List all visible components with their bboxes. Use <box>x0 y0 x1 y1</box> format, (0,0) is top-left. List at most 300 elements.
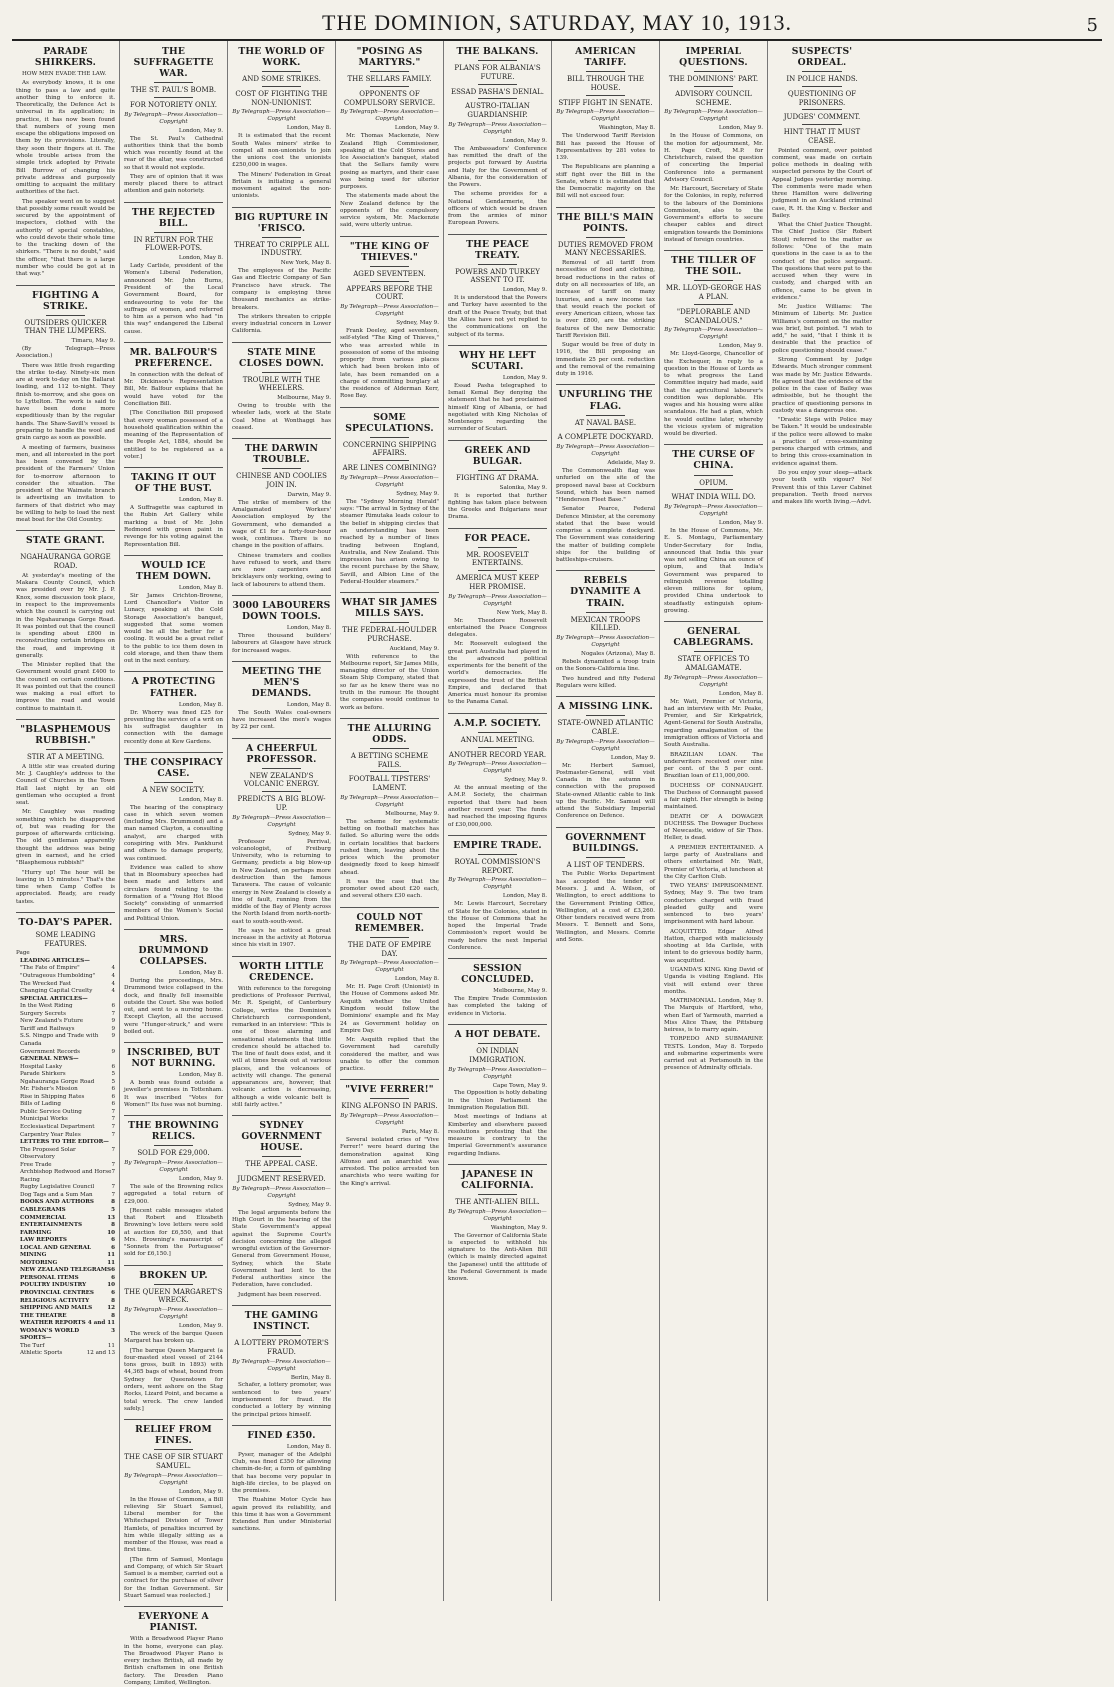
index-entry-label: CABLEGRAMS <box>20 1206 66 1213</box>
divider <box>124 671 223 672</box>
index-entry-label: PROVINCIAL CENTRES <box>20 1290 94 1296</box>
divider <box>232 1115 331 1116</box>
index-list <box>16 958 115 1358</box>
headline-rule <box>154 782 194 783</box>
divider <box>448 1164 547 1165</box>
article-paragraph: "Drastic Steps with Police may be Taken." It would be undesirable if the police were allowed to make a practice of cross-examining persons charged with crimes, and to bring this cross-examination in evidence against them. <box>772 417 872 467</box>
article <box>664 250 763 438</box>
article-subheading: TROUBLE WITH THE WHEELERS. <box>242 375 321 393</box>
index-entry <box>16 1320 115 1328</box>
index-entry-label: Carpentry Year Rules <box>20 1131 81 1138</box>
article <box>448 440 547 522</box>
column-8 <box>768 41 876 1601</box>
index-entry-page: 4 and 11 <box>87 1320 115 1327</box>
article-subheading: QUESTIONING OF PRISONERS. <box>787 89 857 107</box>
article-headline: THE GAMING INSTINCT. <box>244 1309 319 1332</box>
article-body <box>232 500 331 589</box>
article-paragraph: The Commonwealth flag was unfurled on the site of the proposed naval base at Cockburn Sound, which has been named "Henderson Fleet Base." <box>556 467 655 504</box>
headline-rule <box>478 1043 518 1044</box>
article-headline: GENERAL CABLEGRAMS. <box>673 626 754 649</box>
article-paragraph: Sugar would be free of duty in 1916, the Bill proposing an immediate 25 per cent. reduction and the removal of the remaining duty in 1916. <box>556 342 655 378</box>
article-headline: REBELS DYNAMITE A TRAIN. <box>570 575 641 609</box>
column-3 <box>228 41 336 1601</box>
index-entry <box>16 1056 115 1064</box>
masthead <box>12 10 1102 41</box>
article <box>448 835 547 952</box>
article-paragraph: In connection with the defeat of Mr. Dickinson's Representation Bill, Mr. Balfour explains that he would have voted for the Conciliation Bill. <box>124 371 223 407</box>
article-headline: THE BILL'S MAIN POINTS. <box>557 211 654 234</box>
article-subheading: OPIUM. <box>699 478 728 487</box>
index-entry-page: 4 <box>111 988 115 995</box>
index-entry <box>16 1192 115 1200</box>
article-byline: By Telegraph—Press Association—Copyright <box>232 814 331 828</box>
article-paragraph: The employees of the Pacific Gas and Electric Company of San Francisco have struck. The company is employing three thousand mechanics as strike-breakers. <box>232 268 331 311</box>
article-dateline: London, May 8. <box>286 1443 331 1450</box>
column-6 <box>552 41 660 1601</box>
index-entry-page: 8 <box>111 1297 115 1304</box>
article-body <box>448 785 547 829</box>
headline-rule <box>262 86 302 87</box>
article-paragraph: The Minister replied that the Government would grant £400 to the council on certain conditions. It was pointed out that the council was making a real effort to improve the road and would continue to maintain it. <box>16 662 115 712</box>
article-subheading: A NEW SOCIETY. <box>142 785 205 794</box>
article-body <box>664 351 763 438</box>
index-entry-label: Ecclesiastical Department <box>20 1123 95 1130</box>
article-subheading: DUTIES REMOVED FROM MANY NECESSARIES. <box>557 240 654 258</box>
article-subheading: WHAT INDIA WILL DO. <box>671 493 756 502</box>
headline-rule <box>262 372 302 373</box>
article-paragraph: The Ambassadors' Conference has remitted the draft of the projects put forward by Austria and Italy for the Government of Albania, for the consideration of the Powers. <box>448 145 547 189</box>
divider <box>124 555 223 556</box>
article-paragraph: The Ruahine Motor Cycle has again proved its reliability, and this time it has won a Government Extended Run under Ministerial sanctions. <box>232 1497 331 1533</box>
index-entry-label: Archbishop Redwood and Horse Racing <box>20 1169 112 1183</box>
article-subheading: ARE LINES COMBINING? <box>342 464 437 473</box>
article <box>556 696 655 821</box>
article-body <box>124 1331 223 1413</box>
index-entry-label: New Zealand's Future <box>20 1018 84 1025</box>
article-body <box>556 260 655 378</box>
divider <box>556 696 655 697</box>
index-entry-label: S.S. Ningpo and Trade with Canada <box>20 1033 99 1047</box>
article-byline: By Telegraph—Press Association—Copyright <box>448 761 547 775</box>
index-entry-page: 5 <box>111 1206 115 1213</box>
index-entry <box>16 1350 115 1358</box>
article-paragraph: The scheme for systematic betting on football matches has failed. So alluring were the odds in certain localities that backers rushed them, leaving about the prices which the promoter designedly fixed to keep himself ahead. <box>340 818 439 876</box>
headline-rule <box>370 460 410 461</box>
article-subheading: AGED SEVENTEEN. <box>353 269 426 278</box>
index-entry-label: The Wrecked Fast <box>20 980 72 987</box>
headline-rule <box>262 1171 302 1172</box>
column-4 <box>336 41 444 1601</box>
headline-rule <box>802 124 842 125</box>
divider <box>340 718 439 719</box>
divider <box>232 1305 331 1306</box>
article-byline: By Telegraph—Press Association—Copyright <box>340 304 439 318</box>
article <box>124 1042 223 1109</box>
index-entry-label: "Outrageous Humbolding" <box>20 973 96 980</box>
article-body <box>448 146 547 228</box>
article-headline: 3000 LABOURERS DOWN TOOLS. <box>232 599 331 622</box>
article-headline: "POSING AS MARTYRS." <box>356 46 423 69</box>
article-dateline: London, May 9. <box>394 125 439 132</box>
article-subheading: THE FEDERAL-HOULDER PURCHASE. <box>342 626 437 643</box>
article-headline: THE BROWNING RELICS. <box>128 1120 219 1143</box>
article-dateline: London, May 8. <box>502 893 547 900</box>
divider <box>556 384 655 385</box>
index-entry-label: Athletic Sports <box>20 1350 63 1357</box>
article-paragraph: Mr. Roosevelt eulogised the great part Australia had played in the advanced political experiments for the benefit of the world's democracies. He expressed the trust of the British Empire, and declared that America must honour its promise to the Panama Canal. <box>448 641 547 706</box>
index-entry <box>16 1169 115 1184</box>
article-paragraph: In the House of Commons, a Bill relieving Sir Stuart Samuel, Liberal member for the Whitechapel Division of Tower Hamlets, of penalties incurred by him while illegally sitting as a member of the House, was read a first time. <box>124 1496 223 1554</box>
article-dateline: Washington, May 8. <box>598 125 655 132</box>
article-subheading: BILL THROUGH THE HOUSE. <box>567 75 644 92</box>
page-number: 5 <box>1086 15 1098 36</box>
column-7 <box>660 41 768 1601</box>
article-headline: MR. BALFOUR'S PREFERENCE. <box>129 346 218 369</box>
article-paragraph: Professor Perrival, volcanologist, of Freiburg University, who is returning to Germany, predicts a big blow-up in New Zealand, on perhaps more destruction than the famous Tarawera. The cause of volcanic energy in New Zealand is closely a line of fault, running from the middle of the Bay of Plenty across the North Island from north-north-east to south-south-west. <box>232 838 331 925</box>
divider <box>340 1079 439 1080</box>
divider <box>340 236 439 237</box>
index-entry-page: 4 <box>111 973 115 980</box>
divider <box>16 719 115 720</box>
divider <box>448 1024 547 1025</box>
article-dateline: Sydney, May 9. <box>288 830 331 837</box>
index-entry-label: Municipal Works <box>20 1116 68 1123</box>
article <box>124 1419 223 1600</box>
article-body <box>340 654 439 712</box>
headline-rule <box>46 315 86 316</box>
index-entry <box>16 1282 115 1290</box>
index-entry-page: 6 <box>111 1237 115 1244</box>
article <box>232 1115 331 1299</box>
index-entry <box>16 1162 115 1170</box>
article-subheading: A BETTING SCHEME FAILS. <box>350 751 429 769</box>
article-paragraph: The wreck of the barque Queen Margaret has broken up. <box>124 1331 223 1345</box>
article-dateline: Sydney, May 9. <box>396 320 439 326</box>
index-entry-label: SPECIAL ARTICLES— <box>20 995 88 1002</box>
headline-rule <box>478 854 518 855</box>
index-entry-page: 7 <box>111 1123 115 1130</box>
divider <box>124 1042 223 1043</box>
article-dateline: London, May 9. <box>178 127 223 134</box>
index-entry <box>16 1305 115 1313</box>
article-headline: "BLASPHEMOUS RUBBISH." <box>20 724 111 747</box>
article-headline: A CHEERFUL PROFESSOR. <box>246 742 317 765</box>
index-entry-page: 11 <box>107 1252 115 1259</box>
article-byline: By Telegraph—Press Association—Copyright <box>340 474 439 488</box>
index-entry-label: BOOKS AND AUTHORS <box>20 1199 94 1206</box>
article-subheading: IN RETURN FOR THE FLOWER-POTS. <box>133 235 214 253</box>
article-paragraph: Judgment has been reserved. <box>238 1291 322 1298</box>
article-subheading: POWERS AND TURKEY ASSENT TO IT. <box>455 267 540 285</box>
article-headline: WOULD ICE THEM DOWN. <box>135 559 212 582</box>
article-paragraph: The legal arguments before the High Court in the hearing of the State Government's appeal against the Supreme Court's decision concerning the alleged wrongful eviction of the Governor-General from Government House, Sydney, which the State Government had lent to the Federal authorities since the Federation, have concluded. <box>232 1209 331 1289</box>
index-headline: TO-DAY'S PAPER. <box>18 916 113 928</box>
index-entry-page: 7 <box>111 1116 115 1123</box>
article-dateline: Cape Town, May 9. <box>492 1082 547 1089</box>
article-subheading: THE SELLARS FAMILY. <box>347 75 432 84</box>
index-entry-page: 8 <box>111 1312 115 1319</box>
article-dateline: Sydney, May 9. <box>288 1201 331 1208</box>
article-paragraph: The Miners' Federation in Great Britain is initiating a general movement against the non-unionists. <box>232 171 331 200</box>
index-entry-label: Changing Capital Cruelty <box>20 988 93 995</box>
headline-rule <box>802 71 842 72</box>
article-paragraph: Three thousand builders' labourers at Glasgow have struck for increased wages. <box>232 632 331 654</box>
article-paragraph: The Empire Trade Commission has completed the taking of evidence in Victoria. <box>448 996 547 1017</box>
article-body <box>232 986 331 1110</box>
article-paragraph: The Republicans are planning a stiff fight over the Bill in the Senate, where it is estimated that the Democratic majority on the Bill will not exceed four. <box>556 164 655 200</box>
index-entry <box>16 1252 115 1260</box>
article-dateline: London, May 8. <box>286 625 331 631</box>
article-body <box>124 136 223 196</box>
article-subheading: IN POLICE HANDS. <box>786 75 858 84</box>
article-dateline: London, May 9. <box>178 1323 223 1330</box>
article-body <box>232 839 331 950</box>
article-body <box>124 1080 223 1109</box>
article-subheading: AND SOME STRIKES. <box>242 75 321 84</box>
article-body <box>16 573 115 713</box>
article-subheading: ROYAL COMMISSION'S REPORT. <box>454 857 541 875</box>
article-headline: THE DARWIN TROUBLE. <box>244 443 319 466</box>
index-entry-label: RELIGIOUS ACTIVITY <box>20 1297 90 1304</box>
article <box>448 958 547 1018</box>
headline-rule <box>478 1194 518 1195</box>
article-body <box>16 346 115 524</box>
article <box>232 738 331 950</box>
article-body <box>232 1210 331 1299</box>
index-entry-page: 10 <box>107 1282 115 1289</box>
article-subheading: THREAT TO CRIPPLE ALL INDUSTRY. <box>234 240 329 258</box>
article-subheading: STIFF FIGHT IN SENATE. <box>558 98 653 107</box>
article-body <box>124 1636 223 1687</box>
index-entry-page: 6 <box>111 1290 115 1296</box>
index-entry-label: GENERAL NEWS— <box>20 1056 79 1063</box>
index-entry-page: 11 <box>107 1342 115 1349</box>
article <box>556 827 655 944</box>
article-body <box>448 618 547 707</box>
index-entry-label: THE THEATRE <box>20 1312 67 1319</box>
article-paragraph: With reference to the Melbourne report, Sir James Mills, managing director of the Union Steam Ship Company, stated that so far as he knew there was no truth in the rumour. He thought the companies would continue to work as before. <box>340 653 439 711</box>
article-headline: A.M.P. SOCIETY. <box>453 717 542 729</box>
headline-rule <box>370 1098 410 1099</box>
article <box>448 528 547 707</box>
index-entry <box>16 1343 115 1351</box>
headline-rule <box>370 437 410 438</box>
index-entry-page: 5 <box>111 1078 115 1085</box>
article-dateline: London, May 8. <box>178 796 223 803</box>
article-headline: A MISSING LINK. <box>558 701 653 713</box>
index-entry-page: 12 and 13 <box>86 1350 115 1357</box>
index-entry-label: Dog Tags and a Sum Man <box>20 1191 93 1198</box>
article-headline: RELIEF FROM FINES. <box>135 1424 212 1447</box>
divider <box>124 1419 223 1420</box>
article <box>556 570 655 690</box>
headline-rule <box>154 1284 194 1285</box>
article-subheading: NGAHAURANGA GORGE ROAD. <box>20 553 111 571</box>
index-entry-page: 8 <box>111 1199 115 1206</box>
headline-rule <box>694 304 734 305</box>
article-headline: THE CONSPIRACY CASE. <box>124 756 223 779</box>
article-subheading: FOOTBALL TIPSTERS' LAMENT. <box>348 775 431 793</box>
index-entry <box>16 1049 115 1057</box>
article-subheading: THE APPEAL CASE. <box>245 1160 318 1169</box>
article-body <box>340 499 439 586</box>
divider <box>448 958 547 959</box>
divider <box>232 738 331 739</box>
index-entry-label: SHIPPING AND MAILS <box>20 1305 93 1312</box>
article-dateline: London, May 8. <box>178 497 223 504</box>
index-entry <box>16 1245 115 1253</box>
index-entry-label: The Proposed Solar Observatory <box>20 1146 76 1161</box>
index-entry-page: 10 <box>107 1229 115 1236</box>
headline-rule <box>46 749 86 750</box>
article-headline: FOR PEACE. <box>464 532 531 544</box>
headline-rule <box>154 1449 194 1450</box>
headline-rule <box>370 266 410 267</box>
article <box>340 236 439 401</box>
divider <box>232 1425 331 1426</box>
article-dateline: Timaru, May 9. <box>71 338 115 345</box>
headline-rule <box>370 281 410 282</box>
index-entry-label: Ngahauranga Gorge Road <box>20 1078 95 1085</box>
article-byline: By Telegraph—Press Association—Copyright <box>124 1472 223 1486</box>
article-subheading: STATE-OWNED ATLANTIC CABLE. <box>557 719 654 736</box>
article-body <box>124 372 223 461</box>
article-dateline: London, May 8. <box>286 701 331 708</box>
headline-rule <box>694 280 734 281</box>
article-dateline: Salonika, May 9. <box>499 484 547 491</box>
article-subheading: THE CASE OF SIR STUART SAMUEL. <box>124 1453 223 1470</box>
index-entry-page: 9 <box>111 1048 115 1055</box>
article-body <box>448 996 547 1018</box>
article-dateline: London, May 9. <box>178 1488 223 1495</box>
headline-rule <box>478 747 518 748</box>
article-subheading: OUTSIDERS QUICKER THAN THE LUMPERS. <box>24 318 107 336</box>
article-body <box>448 1090 547 1157</box>
article-byline: By Telegraph—Press Association—Copyright <box>340 109 439 123</box>
article-dateline: Washington, May 9. <box>490 1224 547 1231</box>
article-subheading: CONCERNING SHIPPING AFFAIRS. <box>342 440 437 458</box>
article-dateline: London, May 9. <box>502 137 547 144</box>
index-entry <box>16 1237 115 1245</box>
index-entry-page: 6 <box>111 1093 115 1100</box>
article <box>232 342 331 433</box>
article-dateline: London, May 8. <box>178 1072 223 1079</box>
article-paragraph: MATRIMONIAL. London, May 9. The Marquis of Hartford, who, when Earl of Yarmouth, married a Miss Alice Thaw, the Pittsburg heiress, is to marry again. <box>664 998 763 1034</box>
article-subheading: FOR NOTORIETY ONLY. <box>129 100 218 109</box>
article-body <box>124 978 223 1036</box>
article <box>124 342 223 461</box>
article-headline: THE WORLD OF WORK. <box>238 46 325 69</box>
headline-rule <box>586 857 626 858</box>
headline-rule <box>478 570 518 571</box>
article-paragraph: A bomb was found outside a jeweller's premises in Tottenham. It was inscribed "Votes for Women!" Its fuse was not burning. <box>124 1080 223 1108</box>
article-dateline: Auckland, May 9. <box>389 645 439 652</box>
article <box>664 444 763 615</box>
article-paragraph: Sir James Crichton-Browne, Lord Chancellor's Visitor in Lunacy, speaking at the Cold Storage Association's banquet, suggested that some women would be all the better for a cooling. It would be a great relief to the public to ice them down in cold storage, and then thaw them out in the next century. <box>124 592 223 665</box>
divider <box>232 595 331 596</box>
index-entry-page: 6 <box>111 1101 115 1108</box>
article-headline: TAKING IT OUT OF THE BUST. <box>131 472 216 495</box>
index-entry-label: LETTERS TO THE EDITOR— <box>20 1139 109 1146</box>
article-paragraph: The speaker went on to suggest that possibly some result would be secured by the appointment of inspectors, clothed with the authority of special constables, who could devote their whole time to the tracking down of the shirkers. "There is no doubt," said the officer, "that there is a large number who could be got at in that way." <box>16 198 115 278</box>
article-dateline: Melbourne, May 9. <box>385 810 439 817</box>
article-body <box>772 148 872 507</box>
article-subheading: STIR AT A MEETING. <box>26 753 105 762</box>
article-paragraph: Essad Pasha telegraphed to Ismail Kemal Bey denying the statement that he had proclaimed himself King of Albania, or had negotiated with King Nicholas of Montenegro regarding the surrender of Scutari. <box>448 382 547 433</box>
article-paragraph: During the proceedings, Mrs. Drummond twice collapsed in the dock, and finally fell insensible outside the Court. She was boiled out, and sent to a nursing home. Except Clayton, all the accused were "Hunger-struck," and were boiled out. <box>124 977 223 1035</box>
headline-rule <box>586 429 626 430</box>
article-body <box>340 1137 439 1188</box>
article-paragraph: Mr. Lloyd-George, Chancellor of the Exchequer, in reply to a question in the House of Lords as to what progress the Land Committee inquiry had made, said that the agricultural labourer's condition was deplorable. His wages and his housing were alike scandalous. He had a plan, which he would outline later, whereby the vicious system of migration would be diverted. <box>664 351 763 438</box>
article-body <box>664 133 763 244</box>
divider <box>448 528 547 529</box>
article-subheading: NEW ZEALAND'S VOLCANIC ENERGY. <box>243 771 320 789</box>
index-entry-label: In the West Riding <box>20 1003 73 1010</box>
article-paragraph: In the House of Commons, on the motion for adjournment, Mr. H. Page Croft, M.P. for Christchurch, raised the question of concerting the Imperial Conference into a permanent Advisory Council. <box>664 133 763 183</box>
divider <box>232 342 331 343</box>
article-headline: JAPANESE IN CALIFORNIA. <box>461 1168 534 1191</box>
divider <box>664 444 763 445</box>
headline-rule <box>478 547 518 548</box>
headline-rule <box>262 1156 302 1157</box>
divider <box>124 342 223 343</box>
index-entry <box>16 1199 115 1207</box>
article-paragraph: [The Conciliation Bill proposed that every woman possessed of a household qualification within the meaning of the Representation of the People Act, 1884, should be entitled to be registered as a voter.] <box>124 410 223 460</box>
article-subheading: MEXICAN TROOPS KILLED. <box>570 615 641 633</box>
article-paragraph: Rebels dynamited a troop train on the Sonora-California line. <box>556 658 655 673</box>
headline-rule <box>154 82 194 83</box>
index-entry-page: 7 <box>111 1108 115 1115</box>
article-headline: BROKEN UP. <box>139 1269 208 1281</box>
index-entry-page: 7 <box>111 1146 115 1153</box>
index-entry-label: Public Service Outing <box>20 1108 82 1115</box>
index-entry <box>16 1101 115 1109</box>
article-subheading: JUDGMENT RESERVED. <box>237 1175 326 1184</box>
article-paragraph: "Hurry up! The hour will be leaving in 15 minutes." That's the time when Camp Coffee is appreciated. Ready, are ready tastes. <box>16 869 115 905</box>
article-paragraph: Mr. Lewis Harcourt, Secretary of State for the Colonies, stated in the House of Commons that he hoped the Imperial Trade Commission's report would be ready before the next Imperial Conference. <box>448 901 547 951</box>
index-entry <box>16 1139 115 1147</box>
article-paragraph: The Underwood Tariff Revision Bill has passed the House of Representatives by 281 votes to 139. <box>556 133 655 162</box>
article-body <box>124 805 223 923</box>
article-body <box>340 984 439 1073</box>
article-byline: By Telegraph—Press Association—Copyright <box>340 960 439 974</box>
article <box>232 1305 331 1419</box>
article-dateline: London, May 8. <box>178 255 223 262</box>
article-paragraph: The strike of members of the Amalgamated Workers' Association employed by the Government, who demanded a wage of £1 for a forty-four-hour week, continues. There is no change in the position of affairs. <box>232 499 331 550</box>
index-entry <box>16 996 115 1004</box>
index-entry <box>16 1086 115 1094</box>
article-paragraph: Strong Comment by Judge Edwards. Much stronger comment was made by Mr. Justice Edwards. He agreed that the evidence of the police in the case of Bailey was admissible, but he thought the practice of questioning persons in custody was a dangerous one. <box>772 357 872 414</box>
divider <box>664 621 763 622</box>
headline-rule <box>478 84 518 85</box>
article-subheading: AUSTRO-ITALIAN GUARDIANSHIP. <box>465 102 530 120</box>
headline-rule <box>154 97 194 98</box>
index-subtitle: SOME LEADING FEATURES. <box>35 930 96 948</box>
index-entry-page: 4 <box>111 980 115 987</box>
index-entry <box>16 1290 115 1298</box>
article-paragraph: At yesterday's meeting of the Makara County Council, which was presided over by Mr. J. P. Knox, some discussion took place, in respect to the improvements which the council is carrying out in the Ngahauranga Gorge Road. It was pointed out that the council is spending about £800 in reconstructing certain bridges on the road, and improving it generally. <box>16 572 115 659</box>
divider <box>124 202 223 203</box>
index-entry <box>16 1018 115 1026</box>
article-body <box>556 659 655 690</box>
article-headline: MRS. DRUMMOND COLLAPSES. <box>138 933 209 967</box>
index-entry-page: 9 <box>111 1025 115 1032</box>
headline-rule <box>154 232 194 233</box>
article <box>664 621 763 1073</box>
article-paragraph: Two hundred and fifty Federal Regulars were killed. <box>556 675 655 689</box>
article-paragraph: DEATH OF A DOWAGER DUCHESS. The Dowager Duchess of Newcastle, widow of Sir Thos. Heller, is dead. <box>664 813 763 842</box>
article-body <box>340 328 439 401</box>
